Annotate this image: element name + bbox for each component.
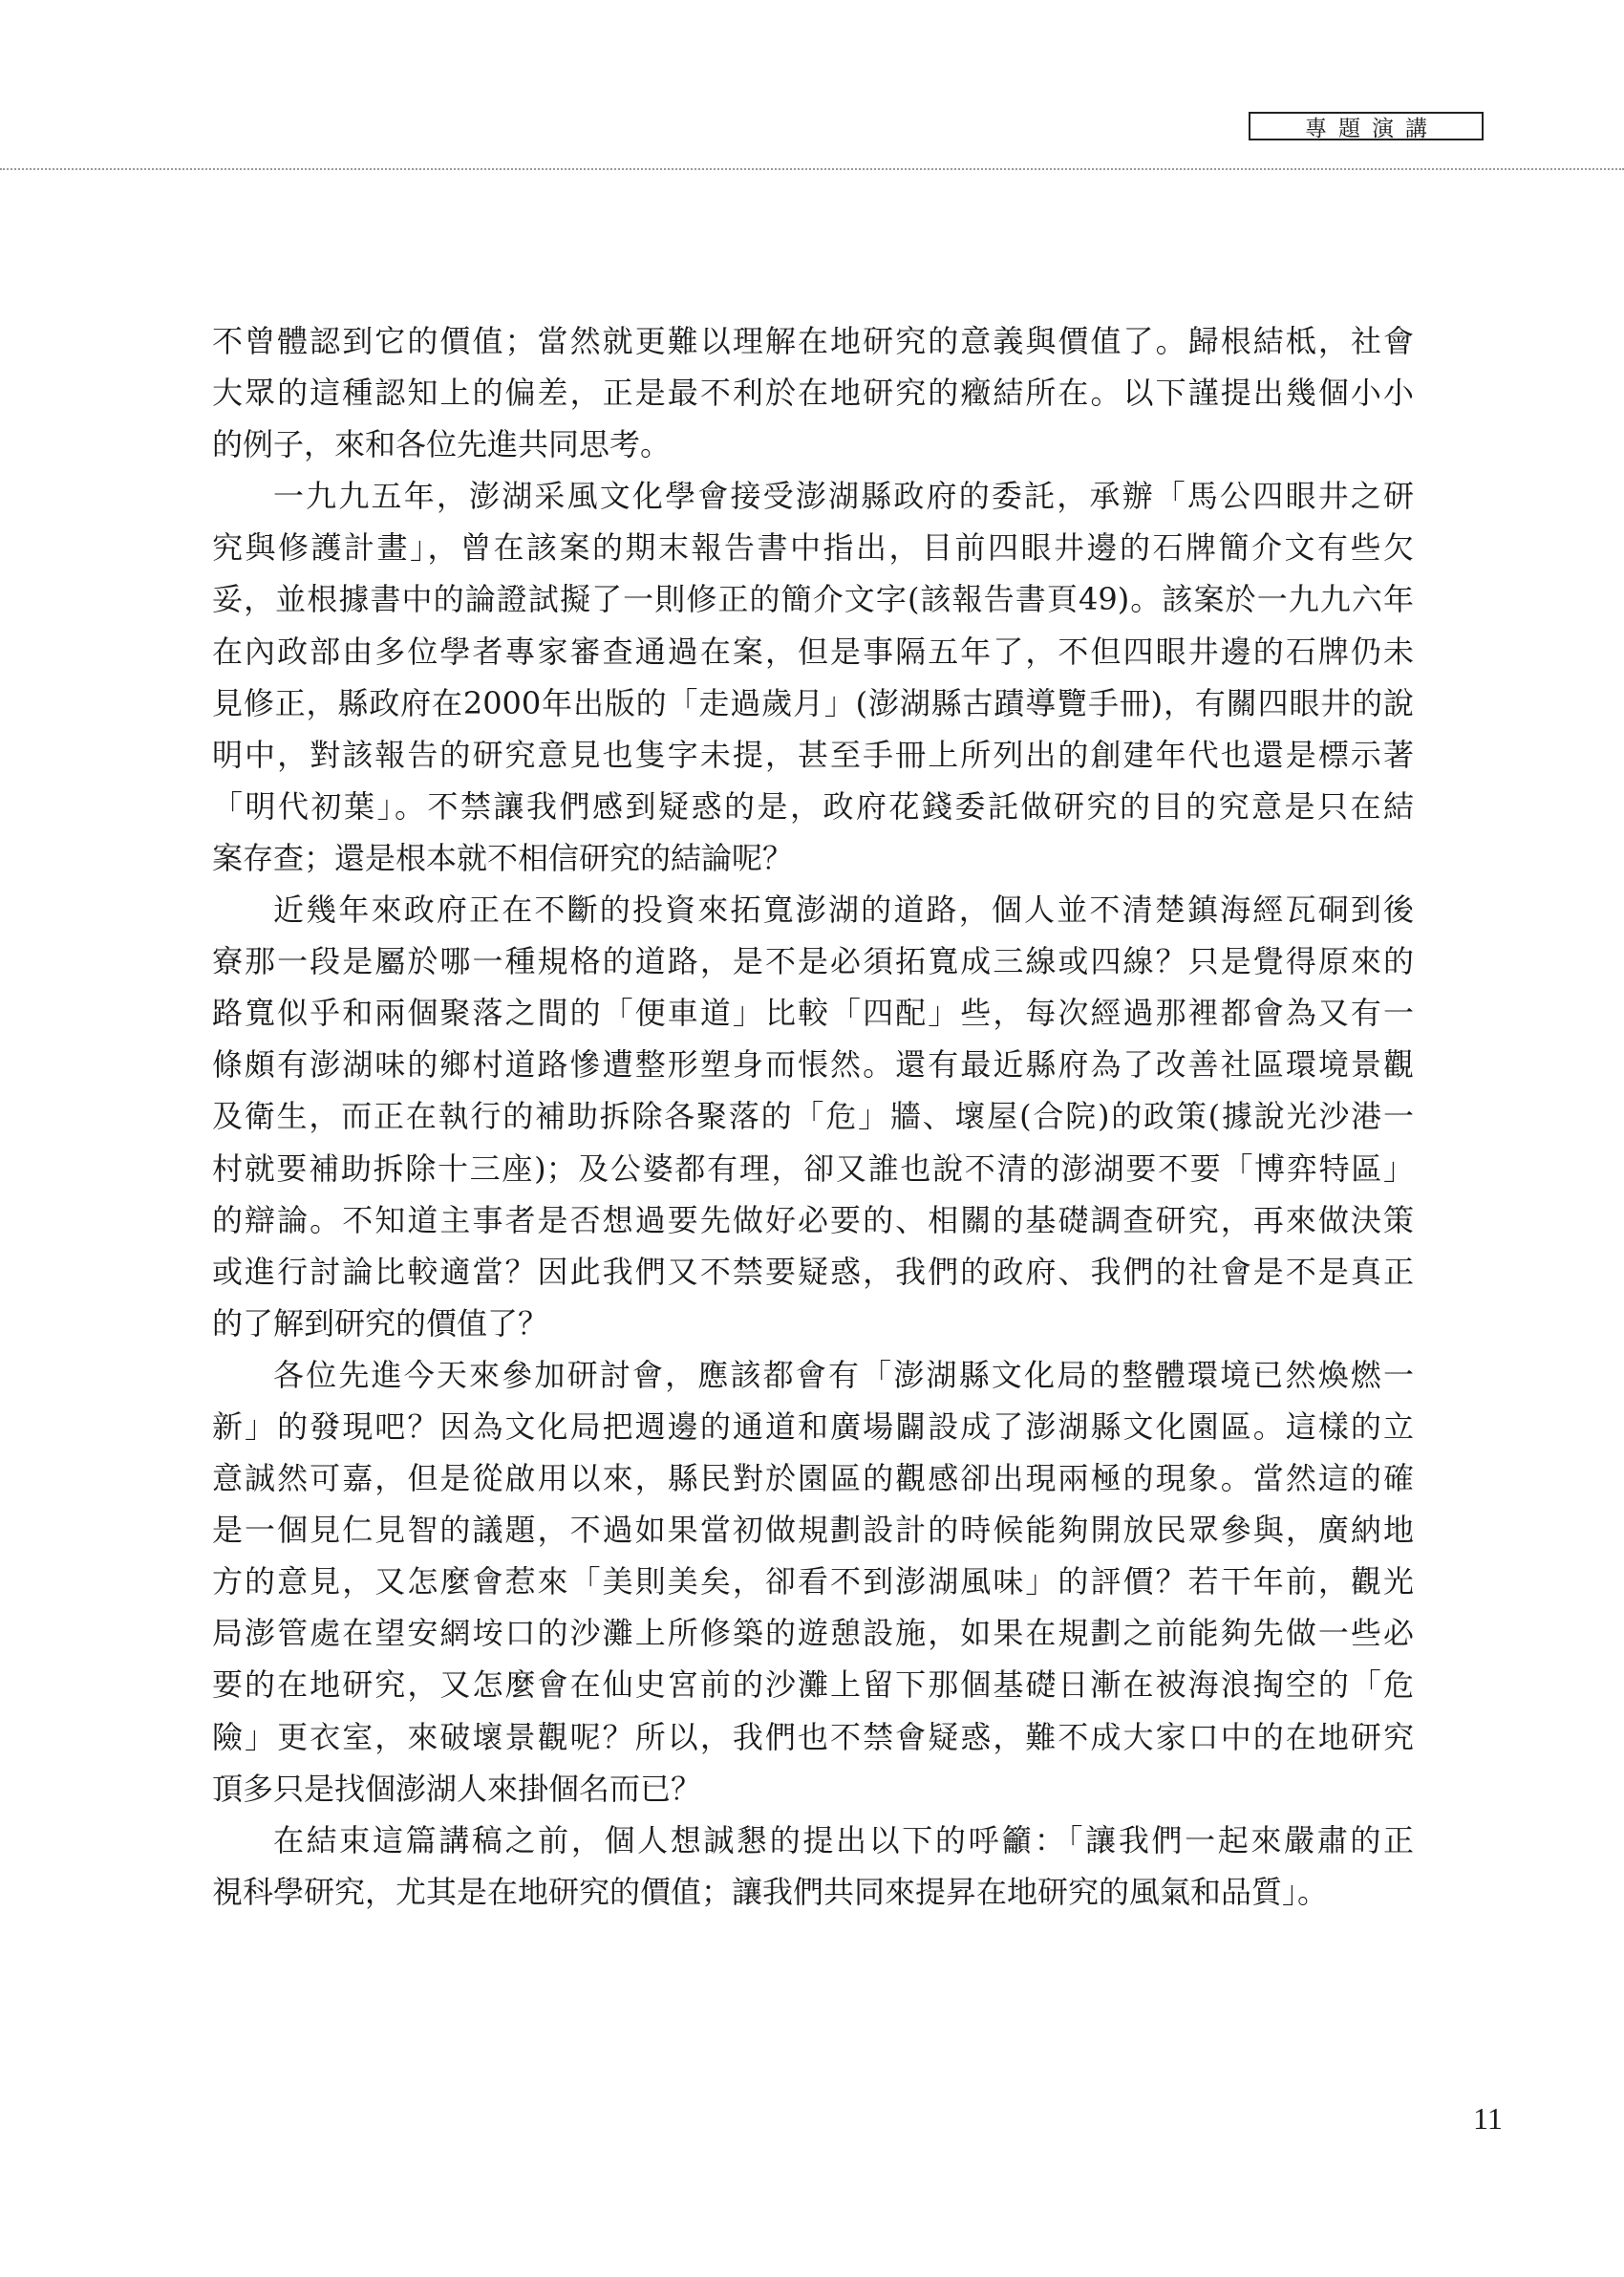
- header-dotted-rule: [0, 168, 1624, 170]
- text-line: 在結束這篇講稿之前，個人想誠懇的提出以下的呼籲：「讓我們一起來嚴肅的正: [273, 1821, 1414, 1858]
- text-line: 一九九五年，澎湖采風文化學會接受澎湖縣政府的委託，承辦「馬公四眼井之研: [273, 478, 1414, 515]
- text-line: 是一個見仁見智的議題，不過如果當初做規劃設計的時候能夠開放民眾參與，廣納地: [212, 1512, 1414, 1549]
- text-line: 「明代初葉」。不禁讓我們感到疑惑的是，政府花錢委託做研究的目的究意是只在結: [212, 787, 1414, 825]
- text-line: 究與修護計畫」，曾在該案的期末報告書中指出，目前四眼井邊的石牌簡介文有些欠: [212, 529, 1414, 567]
- paragraph: [212, 1349, 1414, 1815]
- paragraph: [212, 884, 1414, 1349]
- text-line: 明中，對該報告的研究意見也隻字未提，甚至手冊上所列出的創建年代也還是標示著: [212, 736, 1414, 773]
- text-line: 案存查；還是根本就不相信研究的結論呢？: [212, 839, 794, 876]
- text-line: 妥，並根據書中的論證試擬了一則修正的簡介文字(該報告書頁49)。該案於一九九六年: [212, 581, 1414, 618]
- text-line: 要的在地研究，又怎麼會在仙史宮前的沙灘上留下那個基礎日漸在被海浪掏空的「危: [212, 1666, 1414, 1704]
- paragraph: [212, 470, 1414, 884]
- text-line: 各位先進今天來參加研討會，應該都會有「澎湖縣文化局的整體環境已然煥燃一: [273, 1356, 1414, 1393]
- text-line: 或進行討論比較適當？因此我們又不禁要疑惑，我們的政府、我們的社會是不是真正: [212, 1253, 1414, 1290]
- paragraph: [212, 315, 1414, 470]
- text-line: 險」更衣室，來破壞景觀呢？所以，我們也不禁會疑惑，難不成大家口中的在地研究: [212, 1718, 1414, 1755]
- text-line: 頂多只是找個澎湖人來掛個名而已？: [212, 1770, 702, 1807]
- text-line: 寮那一段是屬於哪一種規格的道路，是不是必須拓寬成三線或四線？只是覺得原來的: [212, 943, 1414, 980]
- paragraph: [212, 1815, 1414, 1918]
- text-line: 條頗有澎湖味的鄉村道路慘遭整形塑身而悵然。還有最近縣府為了改善社區環境景觀: [212, 1046, 1414, 1084]
- text-line: 不曾體認到它的價值；當然就更難以理解在地研究的意義與價值了。歸根結柢，社會: [212, 323, 1414, 359]
- text-line: 視科學研究，尤其是在地研究的價值；讓我們共同來提昇在地研究的風氣和品質」。: [212, 1873, 1329, 1910]
- article-body: [212, 315, 1414, 1918]
- section-header-box: [1249, 112, 1484, 140]
- text-line: 的辯論。不知道主事者是否想過要先做好必要的、相關的基礎調查研究，再來做決策: [212, 1201, 1414, 1238]
- text-line: 見修正，縣政府在2000年出版的「走過歲月」(澎湖縣古蹟導覽手冊)，有關四眼井的說: [212, 684, 1414, 721]
- text-line: 新」的發現吧？因為文化局把週邊的通道和廣場闢設成了澎湖縣文化園區。這樣的立: [212, 1407, 1414, 1445]
- text-line: 局澎管處在望安網垵口的沙灘上所修築的遊憩設施，如果在規劃之前能夠先做一些必: [212, 1615, 1414, 1652]
- text-line: 的了解到研究的價值了？: [212, 1304, 549, 1342]
- text-line: 路寬似乎和兩個聚落之間的「便車道」比較「四配」些，每次經過那裡都會為又有一: [212, 995, 1414, 1032]
- text-line: 大眾的這種認知上的偏差，正是最不利於在地研究的癥結所在。以下謹提出幾個小小: [212, 375, 1414, 412]
- section-title: 專題演講: [1305, 116, 1439, 141]
- page-number: 11: [1473, 2101, 1503, 2136]
- text-line: 的例子，來和各位先進共同思考。: [212, 426, 672, 463]
- text-line: 近幾年來政府正在不斷的投資來拓寬澎湖的道路，個人並不清楚鎮海經瓦硐到後: [273, 891, 1414, 929]
- text-line: 村就要補助拆除十三座)；及公婆都有理，卻又誰也說不清的澎湖要不要「博弈特區」: [212, 1149, 1414, 1187]
- text-line: 意誠然可嘉，但是從啟用以來，縣民對於園區的觀感卻出現兩極的現象。當然這的確: [212, 1460, 1414, 1497]
- text-line: 及衛生，而正在執行的補助拆除各聚落的「危」牆、壞屋(合院)的政策(據說光沙港一: [212, 1098, 1414, 1135]
- text-line: 方的意見，又怎麼會惹來「美則美矣，卻看不到澎湖風味」的評價？若干年前，觀光: [212, 1563, 1414, 1600]
- text-line: 在內政部由多位學者專家審查通過在案，但是事隔五年了，不但四眼井邊的石牌仍未: [212, 633, 1414, 670]
